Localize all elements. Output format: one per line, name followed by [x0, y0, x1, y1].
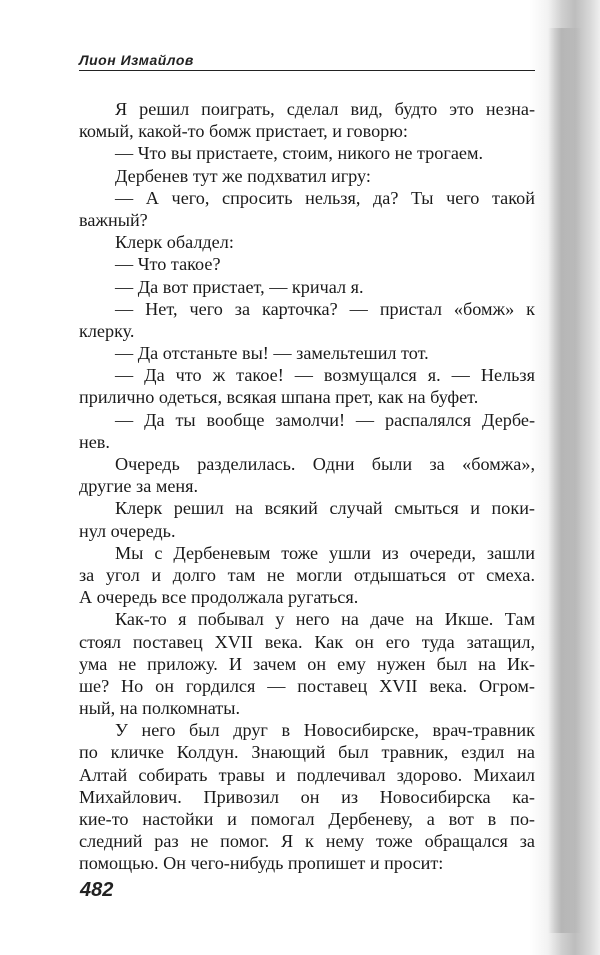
text-line: — Да ты вообще замолчи! — распалялся Дербе- [115, 409, 535, 430]
text-line: Алтай собирать травы и подлечивал здорово. Михаил [79, 764, 535, 785]
page-spine-shadow [548, 28, 582, 933]
text-line: — Что такое? [115, 254, 221, 275]
text-line: по кличке Колдун. Знающий был травник, ездил на [79, 742, 535, 763]
text-line: Как-то я побывал у него на даче на Икше. Там [115, 609, 535, 630]
text-line: Михайлович. Привозил он из Новосибирска ка- [79, 786, 535, 807]
text-line: за угол и долго там не могли отдышаться от смеха. [79, 564, 535, 585]
page-number: 482 [80, 879, 114, 901]
text-line: Очередь разделилась. Одни были за «бомжа», [115, 454, 535, 474]
text-line: — Нет, чего за карточка? — пристал «бомж» к [115, 298, 535, 319]
text-line: — Да вот пристает, — кричал я. [115, 276, 364, 297]
text-line: ума не приложу. И зачем он ему нужен был на Ик- [79, 653, 535, 674]
text-line: комый, какой-то бомж пристает, и говорю: [79, 121, 408, 142]
text-line: Клерк обалдел: [115, 232, 234, 253]
text-line: помощью. Он чего-нибудь пропишет и просит: [79, 853, 444, 874]
running-header-author: Лион Измайлов [79, 52, 194, 68]
text-line: следний раз не помог. Я к нему тоже обращался за [79, 831, 535, 852]
body-text [79, 98, 535, 875]
text-line: стоял поставец XVII века. Как он его туда затащил, [79, 631, 535, 652]
text-line: ный, на полкомнаты. [79, 698, 241, 719]
text-line: ше? Но он гордился — поставец XVII века. Огром- [79, 675, 535, 696]
text-line: нул очередь. [79, 520, 176, 541]
text-line: — Да что ж такое! — возмущался я. — Нельзя [115, 365, 535, 386]
text-line: У него был друг в Новосибирске, врач-травник [115, 720, 535, 741]
text-line: — Да отстаньте вы! — замельтешил тот. [115, 343, 429, 364]
text-line: Дербенев тут же подхватил игру: [115, 165, 371, 186]
text-line: Клерк решил на всякий случай смыться и поки- [115, 498, 535, 519]
header-rule [79, 70, 535, 71]
text-line: другие за меня. [79, 476, 199, 497]
text-line: кие-то настойки и помогал Дербеневу, а вот в по- [79, 809, 535, 829]
text-line: — Что вы пристаете, стоим, никого не трогаем. [115, 143, 484, 164]
text-line: клерку. [79, 320, 135, 341]
text-line: Мы с Дербеневым тоже ушли из очереди, зашли [115, 542, 535, 563]
text-line: А очередь все продолжала ругаться. [79, 587, 359, 608]
text-line: нев. [79, 431, 110, 452]
text-line: Я решил поиграть, сделал вид, будто это незна- [115, 99, 535, 119]
text-line: прилично одеться, всякая шпана прет, как на буфет. [79, 387, 479, 408]
text-line: важный? [79, 209, 148, 230]
text-line: — А чего, спросить нельзя, да? Ты чего такой [115, 187, 535, 208]
